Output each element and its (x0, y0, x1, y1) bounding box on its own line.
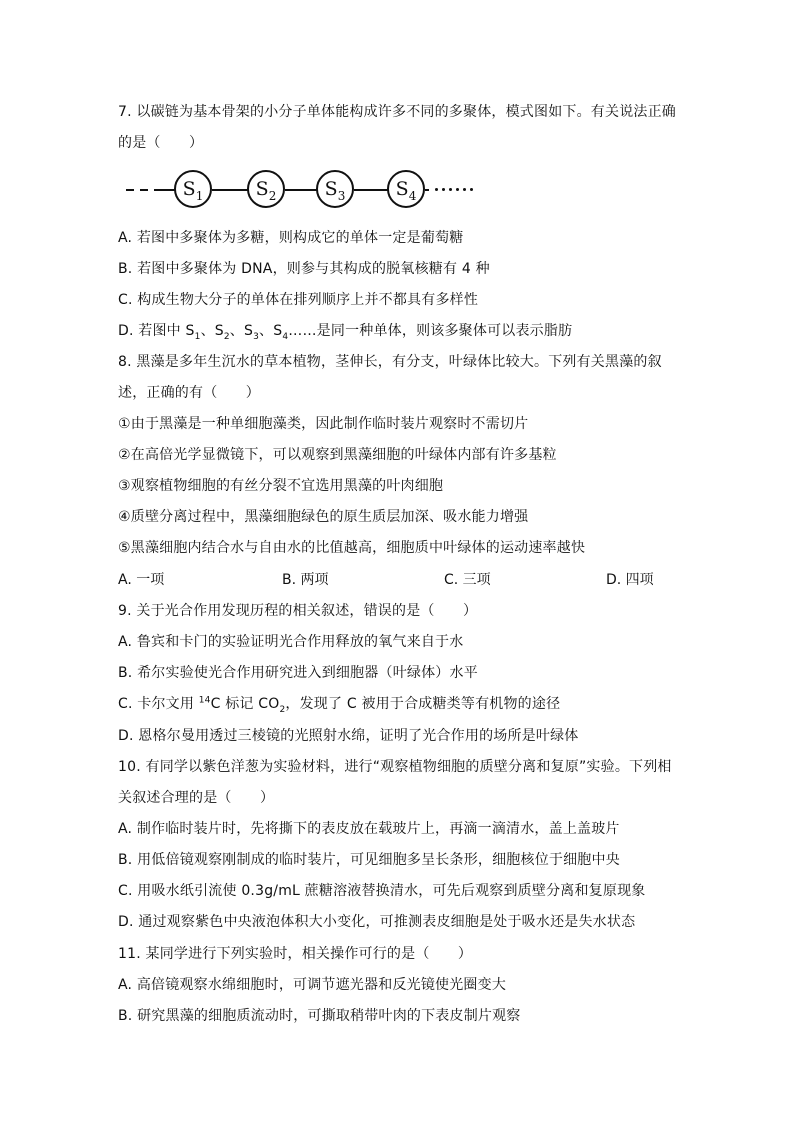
polymer-chain-diagram (118, 168, 478, 212)
chain-dash (140, 189, 148, 191)
monomer-s1: $S_1$ (174, 170, 212, 208)
q9-option-d: D. 恩格尔曼用透过三棱镜的光照射水绵，证明了光合作用的场所是叶绿体 (118, 728, 579, 744)
q11-option-a: A. 高倍镜观察水绵细胞时，可调节遮光器和反光镜使光圈变大 (118, 977, 507, 993)
monomer-s3: $S_3$ (316, 170, 354, 208)
chain-dot (449, 188, 452, 191)
chain-bond (425, 189, 429, 191)
q8-item-4: ④质壁分离过程中，黑藻细胞绿色的原生质层加深、吸水能力增强 (118, 509, 529, 525)
q8-item-1: ①由于黑藻是一种单细胞藻类，因此制作临时装片观察时不需切片 (118, 416, 529, 432)
q9-stem: 9. 关于光合作用发现历程的相关叙述，错误的是（ ） (118, 603, 478, 619)
chain-dot (435, 188, 438, 191)
chain-dot (456, 188, 459, 191)
q11-stem: 11. 某同学进行下列实验时，相关操作可行的是（ ） (118, 946, 473, 962)
monomer-s4: $S_4$ (387, 170, 425, 208)
chain-dot (442, 188, 445, 191)
q10-stem-line1: 10. 有同学以紫色洋葱为实验材料，进行“观察植物细胞的质壁分离和复原”实验。下列相 (118, 759, 672, 775)
q10-option-c: C. 用吸水纸引流使 0.3g/mL 蔗糖溶液替换清水，可先后观察到质壁分离和复原现象 (118, 883, 646, 899)
q10-option-b: B. 用低倍镜观察刚制成的临时装片，可见细胞多呈长条形，细胞核位于细胞中央 (118, 852, 620, 868)
chain-dash (154, 189, 162, 191)
q9-option-c: C. 卡尔文用 $^{14}$C 标记 $CO_2$，发现了 C 被用于合成糖类等有机物的途径 (118, 695, 561, 715)
q10-option-d: D. 通过观察紫色中央液泡体积大小变化，可推测表皮细胞是处于吸水还是失水状态 (118, 914, 636, 930)
monomer-s2: $S_2$ (247, 170, 285, 208)
q10-stem-line2: 关叙述合理的是（ ） (118, 790, 275, 806)
q8-item-5: ⑤黑藻细胞内结合水与自由水的比值越高，细胞质中叶绿体的运动速率越快 (118, 540, 586, 556)
q8-option-d: D. 四项 (606, 572, 654, 588)
q7-option-d: D. 若图中 $S_1$、$S_2$、$S_3$、$S_4\dots\dots$是同一种单体，则该多聚体可以表示脂肪 (118, 323, 573, 342)
q8-item-2: ②在高倍光学显微镜下，可以观察到黑藻细胞的叶绿体内部有许多基粒 (118, 447, 557, 463)
q8-option-b: B. 两项 (282, 572, 329, 588)
chain-dash (126, 189, 134, 191)
chain-bond (285, 189, 318, 191)
q7-option-c: C. 构成生物大分子的单体在排列顺序上并不都具有多样性 (118, 292, 479, 308)
q10-option-a: A. 制作临时装片时，先将撕下的表皮放在载玻片上，再滴一滴清水，盖上盖玻片 (118, 821, 620, 837)
q7-option-b: B. 若图中多聚体为 DNA，则参与其构成的脱氧核糖有 4 种 (118, 261, 490, 277)
q9-option-b: B. 希尔实验使光合作用研究进入到细胞器（叶绿体）水平 (118, 665, 478, 681)
q8-option-a: A. 一项 (118, 572, 165, 588)
q9-option-a: A. 鲁宾和卡门的实验证明光合作用释放的氧气来自于水 (118, 634, 464, 650)
q8-option-c: C. 三项 (444, 572, 491, 588)
q11-option-b: B. 研究黑藻的细胞质流动时，可撕取稍带叶肉的下表皮制片观察 (118, 1008, 521, 1024)
q7-stem-line2: 的是（ ） (118, 135, 204, 151)
q8-stem-line2: 述，正确的有（ ） (118, 385, 260, 401)
chain-dot (463, 188, 466, 191)
q7-option-a: A. 若图中多聚体为多糖，则构成它的单体一定是葡萄糖 (118, 230, 464, 246)
chain-dot (470, 188, 473, 191)
q7-stem-line1: 7. 以碳链为基本骨架的小分子单体能构成许多不同的多聚体，模式图如下。有关说法正确 (118, 104, 677, 120)
q8-item-3: ③观察植物细胞的有丝分裂不宜选用黑藻的叶肉细胞 (118, 478, 444, 494)
chain-bond (354, 189, 388, 191)
chain-bond (212, 189, 248, 191)
q8-stem-line1: 8. 黑藻是多年生沉水的草本植物，茎伸长，有分支，叶绿体比较大。下列有关黑藻的叙 (118, 354, 662, 370)
